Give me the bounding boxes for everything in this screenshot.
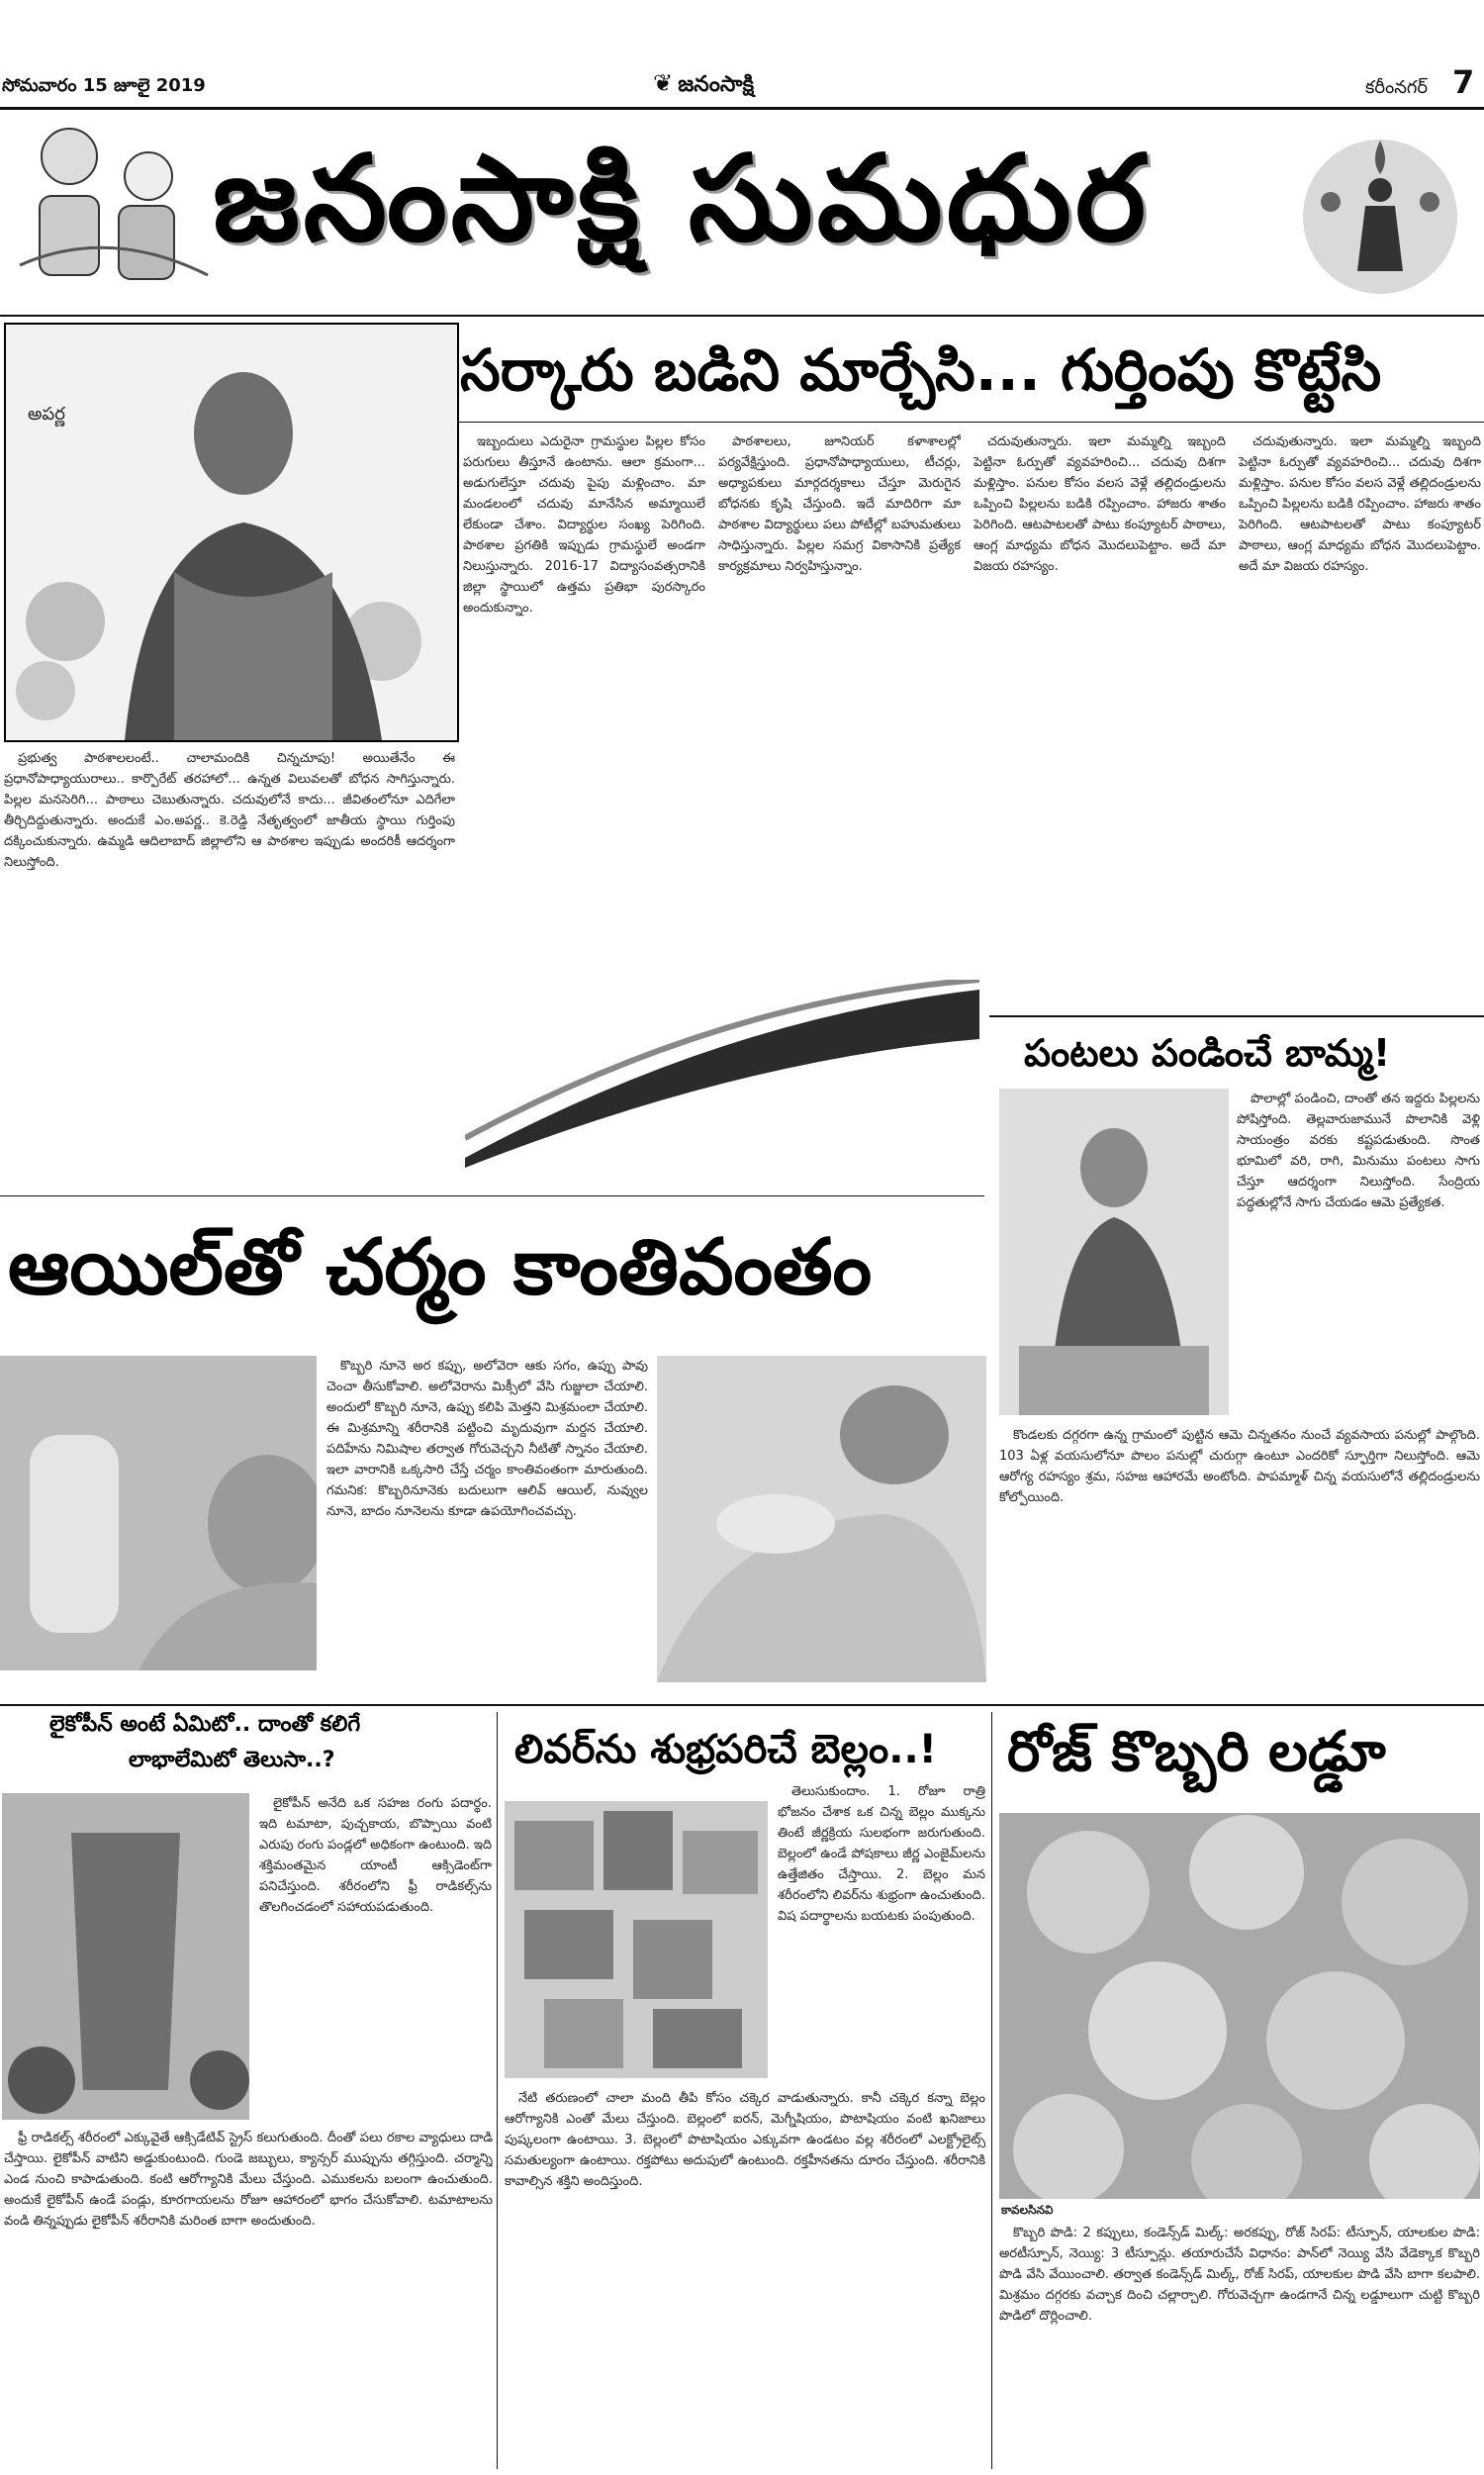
story4-body <box>4 2128 493 2464</box>
story1-col4-text: చదువుతున్నారు. ఇలా మమ్మల్ని ఇబ్బంది పెట్టినా ఓర్పుతో వ్యవహరించి... చదువు దిశగా మళ్లిస్తాం. పనుల కోసం వలస వెళ్లే తల్లిదండ్రులను ఒప్పించి పిల్లలను బడికి రప్పించాం. హాజరు శాతం పెరిగింది. ఆటపాటలతో పాటు కంప్యూటర్‌ పాఠాలు, ఆంగ్ల మాధ్యమ బోధన మొదలుపెట్టాం. అదే మా విజయ రహస్యం. <box>974 434 1226 574</box>
banner <box>0 113 1484 311</box>
skin-care-photo-left-art <box>0 1356 317 1670</box>
story6-body <box>999 2223 1480 2470</box>
story3-top-rule <box>0 1195 984 1196</box>
story2-headline: పంటలు పండించే బామ్మ! <box>1024 1031 1391 1075</box>
story2-col-right <box>1237 1089 1480 1415</box>
story5-col-right <box>778 1781 985 2078</box>
jaggery-photo <box>505 1801 768 2078</box>
juice-photo <box>2 1793 249 2120</box>
skin-care-photo-right-art <box>657 1356 986 1682</box>
story6-ingredients-label: కావలసినవి <box>1001 2203 1054 2217</box>
story3-headline: ఆయిల్‌తో చర్మం కాంతివంతం <box>8 1223 873 1312</box>
story1-headline-rule <box>457 422 1484 423</box>
story5-divider <box>991 1712 992 2469</box>
story4-headline-line2: లాభాలేమిటో తెలుసా..? <box>129 1748 335 1772</box>
story1-col4 <box>974 431 1226 1000</box>
story4-body-text: ఫ్రీ రాడికల్స్‌ శరీరంలో ఎక్కువైతే ఆక్సిడేటివ్‌ స్ట్రెస్‌ కలుగుతుంది. దీంతో పలు రకాల వ్యాధులు దాడి చేస్తాయి. లైకోపీన్‌ వాటిని అడ్డుకుంటుంది. గుండె జబ్బులు, క్యాన్సర్‌ ముప్పును తగ్గిస్తుంది. చర్మాన్ని ఎండ నుంచి కాపాడుతుంది. కంటి ఆరోగ్యానికి మేలు చేస్తుంది. ఎముకలను బలంగా ఉంచుతుంది. అందుకే లైకోపీన్‌ ఉండే పండ్లు, కూరగాయలను రోజూ ఆహారంలో భాగం చేసుకోవాలి. టమాటాలను వండి తిన్నప్పుడు లైకోపీన్‌ శరీరానికి మరింత బాగా అందుతుంది. <box>4 2131 493 2229</box>
story3-body <box>326 1356 648 1712</box>
teacher-photo-caption: అపర్ణ <box>28 404 65 425</box>
story6-headline: రోజ్‌ కొబ్బరి లడ్డూ <box>1007 1720 1386 1784</box>
story1-col2 <box>463 431 705 971</box>
story2-col2-text: కొండలకు దగ్గరగా ఉన్న గ్రామంలో పుట్టిన ఆమె చిన్నతనం నుంచే వ్యవసాయ పనుల్లో పాల్గొంది. 103 ఏళ్ల వయసులోనూ పొలం పనుల్లో చురుగ్గా ఉంటూ ఎందరికో స్ఫూర్తిగా నిలుస్తోంది. ఆమె ఆరోగ్య రహస్యం శ్రమ, సహజ ఆహారమే అంటోంది. పాపమ్మాళ్‌ చిన్న వయసులోనే తల్లిదండ్రులను కోల్పోయింది. <box>999 1428 1480 1505</box>
header-logo <box>653 69 754 102</box>
story4-divider <box>497 1712 498 2469</box>
story1-headline: సర్కారు బడిని మార్చేసి... గుర్తింపు కొట్టేసి <box>460 336 1382 404</box>
story2-col-bottom <box>999 1425 1480 1682</box>
teacher-photo-art <box>6 325 457 740</box>
story5-col-right-text: తెలుసుకుందాం. 1. రోజూ రాత్రి భోజనం చేశాక ఒక చిన్న బెల్లం ముక్కను తింటే జీర్ణక్రియ సులభంగా జరుగుతుంది. బెల్లంలో ఉండే పోషకాలు జీర్ణ ఎంజైమ్‌లను ఉత్తేజితం చేస్తాయి. 2. బెల్లం మన శరీరంలోని లివర్‌ను శుభ్రంగా ఉంచుతుంది. విష పదార్థాలను బయటకు పంపుతుంది. <box>778 1784 985 1924</box>
header-paper-name: జనంసాక్షి <box>678 72 755 97</box>
story6-body-text: కొబ్బరి పొడి: 2 కప్పులు, కండెన్స్‌డ్‌ మిల్క్‌: అరకప్పు, రోజ్‌ సిరప్‌: టీస్పూన్‌, యాలకుల పొడి: అరటీస్పూన్‌, నెయ్యి: 3 టీస్పూన్లు. తయారుచేసే విధానం: పాన్‌లో నెయ్యి వేసి వేడెక్కాక కొబ్బరి పొడి వేసి వేయించాలి. తర్వాత కండెన్స్‌డ్‌ మిల్క్‌, రోజ్‌ సిరప్‌, యాలకుల పొడి వేసి బాగా కలపాలి. మిశ్రమం దగ్గరకు వచ్చాక దించి చల్లార్చాలి. గోరువెచ్చగా ఉండగానే చిన్న లడ్డూలుగా చుట్టి కొబ్బరి పొడిలో దొర్లించాలి. <box>999 2226 1480 2324</box>
swoosh-decoration <box>465 980 979 1168</box>
juice-photo-art <box>2 1793 249 2120</box>
skin-care-photo-left <box>0 1356 317 1670</box>
story5-body <box>505 2088 985 2469</box>
story1-col3-text: పాఠశాలలు, జూనియర్‌ కళాశాలల్లో పర్యవేక్షిస్తుంది. ప్రధానోపాధ్యాయులు, టీచర్లు, అధ్యాపకులు మార్గదర్శకాలు చేస్తూ మెరుగైన బోధనకు కృషి చేస్తుంది. ఇదే మాదిరిగా మా పాఠశాల విద్యార్థులు పలు పోటీల్లో బహుమతులు సాధిస్తున్నారు. పిల్లల సమగ్ర వికాసానికి ప్రత్యేక కార్యక్రమాలు నిర్వహిస్తున్నాం. <box>718 434 961 574</box>
story2-col1-text: పొలాల్లో పండించి, దాంతో తన ఇద్దరు పిల్లలను పోషిస్తోంది. తెల్లవారుజామునే పొలానికి వెళ్లి సాయంత్రం వరకు కష్టపడుతుంది. సొంత భూమిలో వరి, రాగి, మినుము పంటలు సాగు చేస్తూ ఆదర్శంగా నిలుస్తోంది. సేంద్రియ పద్ధతుల్లోనే సాగు చేయడం ఆమె ప్రత్యేకత. <box>1237 1092 1480 1210</box>
banner-rule <box>0 315 1484 317</box>
teacher-photo <box>4 323 459 742</box>
grandmother-photo-art <box>999 1089 1229 1415</box>
story4-col-right <box>259 1793 492 2120</box>
laddu-photo <box>999 1813 1480 2199</box>
logo-icon: ❦ <box>653 69 674 97</box>
story4-col-right-text: లైకోపీన్‌ అనేది ఒక సహజ రంగు పదార్థం. ఇది టమాటా, పుచ్చకాయ, బొప్పాయి వంటి ఎరుపు రంగు పండ్లలో అధికంగా ఉంటుంది. ఇది శక్తిమంతమైన యాంటీ ఆక్సిడెంట్‌గా పనిచేస్తుంది. శరీరంలోని ఫ్రీ రాడికల్స్‌ను తొలగించడంలో సహాయపడుతుంది. <box>259 1796 492 1915</box>
header-page-number: 7 <box>1452 63 1475 101</box>
story1-col1-text: ప్రభుత్వ పాఠశాలలంటే.. చాలామందికి చిన్నచూపు! అయితేనేం ఈ ప్రధానోపాధ్యాయురాలు.. కార్పొరేట్‌ తరహాలో... ఉన్నత విలువలతో బోధన సాగిస్తున్నారు. పిల్లల మనసెరిగి... పాఠాలు చెబుతున్నారు. చదువులోనే కాదు... జీవితంలోనూ ఎదిగేలా తీర్చిదిద్దుతున్నారు. అందుకే ఎం.అపర్ణ.. కె.రెడ్డి నేతృత్వంలో జాతీయ స్థాయి గుర్తింపు దక్కించుకున్నారు. ఉమ్మడి ఆదిలాబాద్‌ జిల్లాలోని ఆ పాఠశాల ఇప్పుడు అందరికీ ఆదర్శంగా నిలుస్తోంది. <box>4 751 455 870</box>
story3-bottom-rule <box>0 1704 1484 1706</box>
header-rule <box>0 107 1484 110</box>
story1-col5 <box>1239 431 1481 1000</box>
story4-headline-line1: లైకోపీన్‌ అంటే ఏమిటో.. దాంతో కలిగే <box>49 1712 361 1737</box>
story2-top-rule <box>989 1015 1484 1017</box>
story3-body-text: కొబ్బరి నూనె అర కప్పు, అలోవెరా ఆకు సగం, ఉప్పు పావు చెంచా తీసుకోవాలి. అలోవెరాను మిక్సీలో వేసి గుజ్జులా చేయాలి. అందులో కొబ్బరి నూనె, ఉప్పు కలిపి మెత్తని మిశ్రమంలా చేయాలి. ఈ మిశ్రమాన్ని శరీరానికి పట్టించి మృదువుగా మర్దన చేయాలి. పదిహేను నిమిషాల తర్వాత గోరువెచ్చని నీటితో స్నానం చేయాలి. ఇలా వారానికి ఒక్కసారి చేస్తే చర్మం కాంతివంతంగా మారుతుంది. గమనిక: కొబ్బరినూనెకు బదులుగా ఆలివ్‌ ఆయిల్‌, నువ్వుల నూనె, బాదం నూనెలను కూడా ఉపయోగించవచ్చు. <box>326 1359 648 1519</box>
story5-body-text: నేటి తరుణంలో చాలా మంది తీపి కోసం చక్కెర వాడుతున్నారు. కానీ చక్కెర కన్నా బెల్లం ఆరోగ్యానికి ఎంతో మేలు చేస్తుంది. బెల్లంలో ఐరన్‌, మెగ్నీషియం, పొటాషియం వంటి ఖనిజాలు పుష్కలంగా ఉంటాయి. 3. బెల్లంలో పొటాషియం ఎక్కువగా ఉండటం వల్ల శరీరంలో ఎలక్ట్రోలైట్స్‌ సమతుల్యంగా ఉంటాయి. రక్తపోటు అదుపులో ఉంటుంది. రక్తహీనతను దూరం చేస్తుంది. శరీరానికి కావాల్సిన శక్తిని అందిస్తుంది. <box>505 2091 985 2189</box>
story5-headline: లివర్‌ను శుభ్రపరిచే బెల్లం..! <box>514 1727 937 1772</box>
children-illustration <box>10 117 218 305</box>
grandmother-photo <box>999 1089 1229 1415</box>
story1-col5-text: చదువుతున్నారు. ఇలా మమ్మల్ని ఇబ్బంది పెట్టినా ఓర్పుతో వ్యవహరించి... చదువు దిశగా మళ్లిస్తాం. పనుల కోసం వలస వెళ్లే తల్లిదండ్రులను ఒప్పించి పిల్లలను బడికి రప్పించాం. హాజరు శాతం పెరిగింది. ఆటపాటలతో పాటు కంప్యూటర్‌ పాఠాలు, ఆంగ్ల మాధ్యమ బోధన మొదలుపెట్టాం. అదే మా విజయ రహస్యం. <box>1239 434 1481 574</box>
skin-care-photo-right <box>657 1356 986 1682</box>
page-header <box>0 0 1484 109</box>
header-date: సోమవారం 15 జూలై 2019 <box>2 75 206 96</box>
header-location: కరీంనగర్ <box>1365 77 1428 98</box>
story1-col1 <box>4 748 455 1193</box>
story1-col2-text: ఇబ్బందులు ఎదురైనా గ్రామస్థుల పిల్లల కోసం పరుగులు తీస్తూనే ఉంటాను. ఆలా క్రమంగా... అడుగులేస్తూ చదువు పైపు మళ్లించాం. మా మండలంలో చదువు మానేసిన అమ్మాయిలే లేకుండా చేశాం. విద్యార్థుల సంఖ్య పెరిగింది. పాఠశాల ప్రగతికి ఇప్పుడు గ్రామస్థులే అండగా నిలుస్తున్నారు. 2016-17 విద్యాసంవత్సరానికి జిల్లా స్థాయిలో ఉత్తమ ప్రతిభా పురస్కారం అందుకున్నాం. <box>463 434 705 616</box>
women-logo-illustration <box>1286 123 1474 301</box>
jaggery-photo-art <box>505 1801 768 2078</box>
laddu-photo-art <box>999 1813 1480 2199</box>
banner-title: జనంసాక్షి సుమధుర <box>213 131 1151 268</box>
story1-col3 <box>718 431 961 971</box>
